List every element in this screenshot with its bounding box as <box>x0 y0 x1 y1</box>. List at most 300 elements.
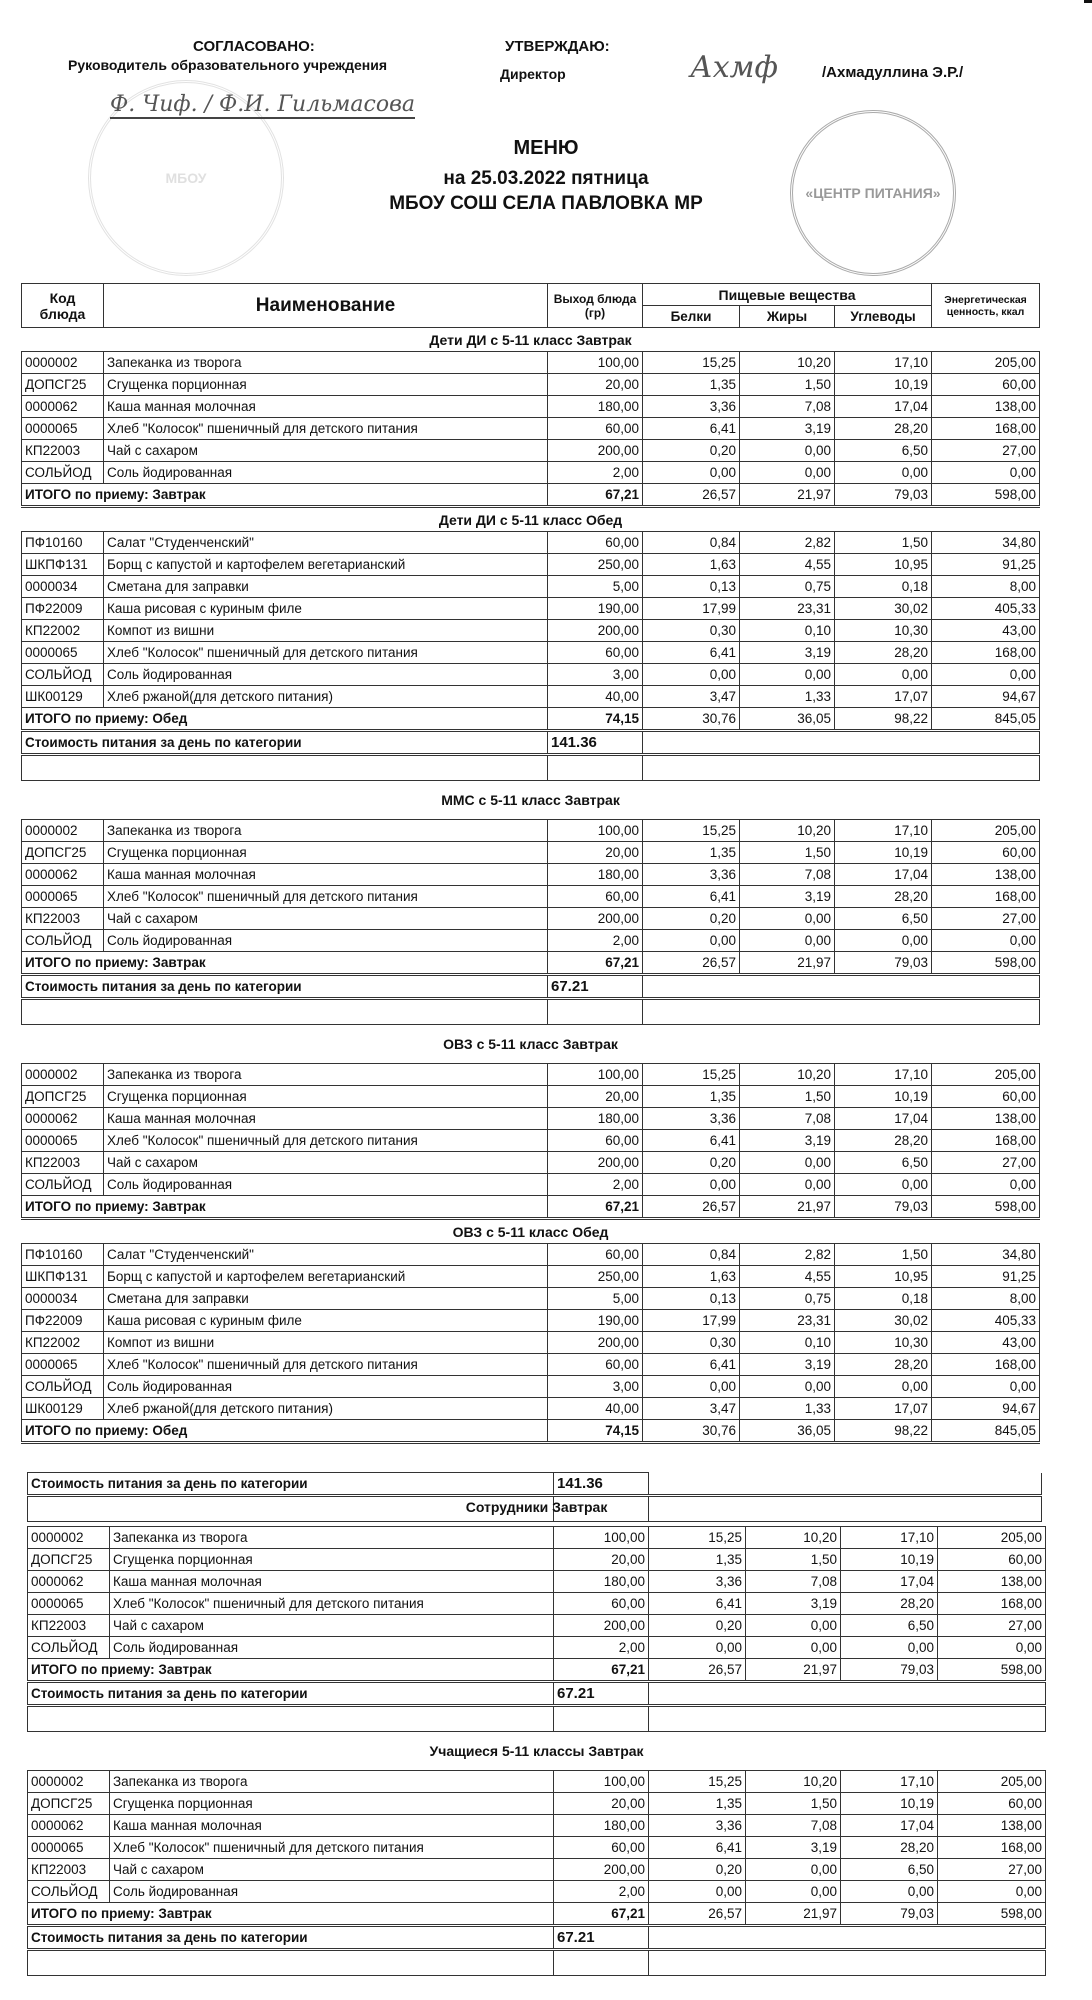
menu-item-row <box>28 1527 1046 1549</box>
dish-energy: 27,00 <box>932 908 1040 930</box>
dish-protein: 1,35 <box>649 1793 746 1815</box>
total-output: 74,15 <box>548 1420 643 1443</box>
dish-protein: 15,25 <box>643 1064 740 1086</box>
dish-protein: 0,13 <box>643 576 740 598</box>
dish-energy: 34,80 <box>932 532 1040 554</box>
dish-energy: 0,00 <box>932 930 1040 952</box>
dish-carbs: 6,50 <box>841 1859 938 1881</box>
dish-name: Соль йодированная <box>104 1174 548 1196</box>
total-protein: 26,57 <box>643 1196 740 1219</box>
dish-protein: 0,00 <box>643 930 740 952</box>
menu-item-row <box>22 598 1040 620</box>
cost-label: Стоимость питания за день по категории <box>28 1926 554 1950</box>
dish-fat: 1,33 <box>740 686 835 708</box>
dish-protein: 0,20 <box>643 908 740 930</box>
dish-fat: 0,75 <box>740 1288 835 1310</box>
dish-protein: 3,47 <box>643 686 740 708</box>
dish-output: 60,00 <box>548 642 643 664</box>
dish-protein: 1,35 <box>643 842 740 864</box>
dish-protein: 17,99 <box>643 598 740 620</box>
dish-energy: 205,00 <box>938 1527 1046 1549</box>
dish-energy: 0,00 <box>938 1881 1046 1903</box>
dish-output: 20,00 <box>548 1086 643 1108</box>
dish-output: 60,00 <box>554 1593 649 1615</box>
total-carbs: 79,03 <box>835 484 932 507</box>
dish-fat: 0,00 <box>740 664 835 686</box>
section-title <box>22 328 1040 352</box>
total-row <box>22 1420 1040 1443</box>
dish-carbs: 28,20 <box>835 418 932 440</box>
dish-name: Каша манная молочная <box>104 864 548 886</box>
blank-cell <box>22 755 548 781</box>
dish-name: Хлеб "Колосок" пшеничный для детского питания <box>104 642 548 664</box>
dish-energy: 0,00 <box>932 1376 1040 1398</box>
menu-item-row <box>22 1310 1040 1332</box>
dish-code: ДОПСГ25 <box>22 1086 104 1108</box>
dish-name: Каша манная молочная <box>104 1108 548 1130</box>
dish-protein: 0,00 <box>643 1376 740 1398</box>
dish-energy: 8,00 <box>932 1288 1040 1310</box>
dish-output: 180,00 <box>554 1815 649 1837</box>
dish-output: 250,00 <box>548 1266 643 1288</box>
dish-output: 60,00 <box>548 532 643 554</box>
cost-label: Стоимость питания за день по категории <box>22 731 548 755</box>
dish-name: Запеканка из творога <box>104 1064 548 1086</box>
dish-energy: 168,00 <box>932 886 1040 908</box>
dish-output: 60,00 <box>548 1244 643 1266</box>
menu-item-row <box>28 1837 1046 1859</box>
approve-role: Директор <box>500 66 566 82</box>
total-energy: 845,05 <box>932 1420 1040 1443</box>
dish-code: 0000034 <box>22 576 104 598</box>
menu-item-row <box>22 1244 1040 1266</box>
section-title <box>28 1732 1046 1771</box>
dish-protein: 0,20 <box>643 440 740 462</box>
total-energy: 598,00 <box>932 1196 1040 1219</box>
dish-name: Чай с сахаром <box>104 908 548 930</box>
total-output: 74,15 <box>548 708 643 731</box>
dish-carbs: 0,00 <box>841 1881 938 1903</box>
col-carbs: Углеводы <box>835 306 932 328</box>
dish-output: 60,00 <box>548 886 643 908</box>
dish-fat: 7,08 <box>740 396 835 418</box>
dish-code: 0000034 <box>22 1288 104 1310</box>
dish-carbs: 30,02 <box>835 1310 932 1332</box>
col-energy: Энергетическая ценность, ккал <box>932 284 1040 328</box>
dish-energy: 0,00 <box>932 462 1040 484</box>
dish-code: ДОПСГ25 <box>22 842 104 864</box>
dish-fat: 0,00 <box>740 930 835 952</box>
dish-code: 0000065 <box>22 1354 104 1376</box>
dish-name: Соль йодированная <box>110 1881 554 1903</box>
section-title-text: ММС с 5-11 класс Завтрак <box>441 792 620 808</box>
dish-carbs: 10,19 <box>835 374 932 396</box>
menu-item-row <box>22 1354 1040 1376</box>
menu-item-row <box>22 1376 1040 1398</box>
menu-item-row <box>22 1266 1040 1288</box>
dish-code: 0000065 <box>22 642 104 664</box>
dish-name: Соль йодированная <box>104 462 548 484</box>
menu-item-row <box>28 1571 1046 1593</box>
dish-protein: 3,36 <box>649 1815 746 1837</box>
dish-fat: 7,08 <box>746 1815 841 1837</box>
dish-code: 0000002 <box>22 352 104 374</box>
dish-protein: 1,35 <box>649 1549 746 1571</box>
col-nutrients: Пищевые вещества <box>643 284 932 306</box>
dish-name: Сгущенка порционная <box>110 1793 554 1815</box>
dish-protein: 0,30 <box>643 1332 740 1354</box>
dish-output: 60,00 <box>548 1354 643 1376</box>
dish-fat: 0,00 <box>740 908 835 930</box>
menu-item-row <box>28 1593 1046 1615</box>
dish-protein: 0,00 <box>643 462 740 484</box>
total-output: 67,21 <box>548 952 643 975</box>
cost-value: 67.21 <box>548 975 643 999</box>
total-row <box>22 484 1040 507</box>
dish-output: 200,00 <box>548 1332 643 1354</box>
dish-carbs: 10,19 <box>835 842 932 864</box>
total-row <box>22 1196 1040 1219</box>
dish-energy: 27,00 <box>938 1615 1046 1637</box>
dish-fat: 2,82 <box>740 532 835 554</box>
dish-protein: 3,36 <box>643 1108 740 1130</box>
dish-energy: 168,00 <box>938 1593 1046 1615</box>
dish-carbs: 17,04 <box>835 864 932 886</box>
dish-fat: 10,20 <box>746 1527 841 1549</box>
dish-code: КП22003 <box>22 1152 104 1174</box>
dish-output: 2,00 <box>554 1881 649 1903</box>
total-carbs: 79,03 <box>835 1196 932 1219</box>
dish-carbs: 10,95 <box>835 554 932 576</box>
blank-row <box>22 999 1040 1025</box>
dish-carbs: 1,50 <box>835 1244 932 1266</box>
dish-code: 0000065 <box>28 1593 110 1615</box>
dish-fat: 10,20 <box>740 352 835 374</box>
dish-carbs: 28,20 <box>841 1837 938 1859</box>
dish-name: Хлеб ржаной(для детского питания) <box>104 1398 548 1420</box>
dish-fat: 0,00 <box>746 1615 841 1637</box>
dish-code: 0000002 <box>28 1527 110 1549</box>
dish-protein: 3,36 <box>643 396 740 418</box>
col-output: Выход блюда (гр) <box>548 284 643 328</box>
blank-cell <box>28 1706 554 1732</box>
total-fat: 21,97 <box>740 1196 835 1219</box>
dish-output: 180,00 <box>548 396 643 418</box>
blank-cell <box>554 1950 649 1976</box>
dish-output: 200,00 <box>554 1615 649 1637</box>
dish-code: СОЛЬЙОД <box>22 1174 104 1196</box>
dish-energy: 43,00 <box>932 620 1040 642</box>
dish-fat: 0,00 <box>746 1637 841 1659</box>
dish-protein: 0,30 <box>643 620 740 642</box>
dish-code: ШК00129 <box>22 1398 104 1420</box>
menu-item-row <box>22 1152 1040 1174</box>
dish-energy: 94,67 <box>932 686 1040 708</box>
blank-cell <box>548 755 643 781</box>
dish-name: Чай с сахаром <box>110 1615 554 1637</box>
dish-energy: 0,00 <box>932 1174 1040 1196</box>
blank-cell <box>554 1706 649 1732</box>
dish-name: Хлеб "Колосок" пшеничный для детского питания <box>104 418 548 440</box>
dish-name: Чай с сахаром <box>104 1152 548 1174</box>
dish-code: 0000062 <box>28 1815 110 1837</box>
dish-carbs: 10,95 <box>835 1266 932 1288</box>
cost-row <box>28 1682 1046 1706</box>
page-edge-mark <box>1084 0 1092 23</box>
cost-empty <box>649 1926 1046 1950</box>
menu-item-row <box>28 1549 1046 1571</box>
dish-output: 5,00 <box>548 1288 643 1310</box>
dish-energy: 205,00 <box>932 820 1040 842</box>
dish-protein: 6,41 <box>649 1837 746 1859</box>
dish-name: Запеканка из творога <box>110 1771 554 1793</box>
dish-protein: 15,25 <box>643 820 740 842</box>
dish-protein: 1,63 <box>643 554 740 576</box>
dish-energy: 138,00 <box>938 1571 1046 1593</box>
dish-energy: 60,00 <box>938 1793 1046 1815</box>
cost-value: 141.36 <box>554 1473 649 1496</box>
dish-carbs: 17,07 <box>835 686 932 708</box>
dish-name: Сгущенка порционная <box>104 374 548 396</box>
menu-item-row <box>22 1332 1040 1354</box>
dish-fat: 0,00 <box>740 1174 835 1196</box>
dish-code: ПФ10160 <box>22 532 104 554</box>
dish-carbs: 17,10 <box>841 1771 938 1793</box>
dish-energy: 168,00 <box>932 1130 1040 1152</box>
blank-cell <box>649 1706 1046 1732</box>
menu-title: МЕНЮ <box>513 137 579 159</box>
menu-item-row <box>22 1288 1040 1310</box>
total-row <box>28 1659 1046 1682</box>
dish-energy: 8,00 <box>932 576 1040 598</box>
cost-row <box>28 1926 1046 1950</box>
dish-name: Запеканка из творога <box>104 820 548 842</box>
dish-name: Соль йодированная <box>104 664 548 686</box>
section-title-text: Дети ДИ с 5-11 класс Обед <box>438 511 623 528</box>
dish-protein: 17,99 <box>643 1310 740 1332</box>
dish-output: 200,00 <box>548 440 643 462</box>
dish-output: 40,00 <box>548 1398 643 1420</box>
dish-output: 250,00 <box>548 554 643 576</box>
dish-carbs: 0,00 <box>841 1637 938 1659</box>
school-name: МБОУ СОШ СЕЛА ПАВЛОВКА МР <box>389 193 703 214</box>
dish-fat: 0,00 <box>746 1881 841 1903</box>
menu-item-row <box>28 1881 1046 1903</box>
total-row <box>22 952 1040 975</box>
agreed-signature: Ф. Чиф. / Ф.И. Гильмасова <box>110 92 416 117</box>
menu-date: на 25.03.2022 пятница <box>443 168 649 189</box>
dish-name: Хлеб "Колосок" пшеничный для детского питания <box>104 1130 548 1152</box>
section-title-text: Сотрудники Завтрак <box>465 1499 608 1515</box>
menu-item-row <box>22 1130 1040 1152</box>
menu-item-row <box>22 1108 1040 1130</box>
dish-protein: 1,63 <box>643 1266 740 1288</box>
dish-name: Каша рисовая с куриным филе <box>104 598 548 620</box>
dish-name: Соль йодированная <box>110 1637 554 1659</box>
dish-carbs: 17,04 <box>841 1815 938 1837</box>
dish-name: Соль йодированная <box>104 1376 548 1398</box>
total-output: 67,21 <box>548 1196 643 1219</box>
dish-code: ДОПСГ25 <box>22 374 104 396</box>
dish-energy: 27,00 <box>938 1859 1046 1881</box>
menu-item-row <box>22 864 1040 886</box>
dish-fat: 3,19 <box>746 1593 841 1615</box>
dish-protein: 0,84 <box>643 532 740 554</box>
cost-label: Стоимость питания за день по категории <box>22 975 548 999</box>
dish-fat: 3,19 <box>740 1354 835 1376</box>
total-protein: 26,57 <box>643 484 740 507</box>
cost-empty <box>643 975 1040 999</box>
dish-energy: 168,00 <box>932 418 1040 440</box>
dish-protein: 0,20 <box>649 1859 746 1881</box>
dish-code: 0000002 <box>22 820 104 842</box>
dish-name: Каша манная молочная <box>104 396 548 418</box>
dish-carbs: 10,19 <box>835 1086 932 1108</box>
cost-row <box>22 975 1040 999</box>
dish-name: Сгущенка порционная <box>110 1549 554 1571</box>
dish-energy: 27,00 <box>932 440 1040 462</box>
dish-carbs: 0,00 <box>835 1174 932 1196</box>
dish-name: Хлеб "Колосок" пшеничный для детского питания <box>104 886 548 908</box>
dish-energy: 94,67 <box>932 1398 1040 1420</box>
dish-code: ШК00129 <box>22 686 104 708</box>
total-output: 67,21 <box>554 1659 649 1682</box>
approve-label: УТВЕРЖДАЮ: <box>505 38 610 55</box>
dish-output: 20,00 <box>554 1793 649 1815</box>
dish-output: 60,00 <box>548 1130 643 1152</box>
menu-table <box>21 283 1040 1444</box>
dish-fat: 1,50 <box>746 1549 841 1571</box>
dish-fat: 3,19 <box>740 642 835 664</box>
total-label: ИТОГО по приему: Завтрак <box>28 1903 554 1926</box>
dish-fat: 3,19 <box>746 1837 841 1859</box>
dish-code: КП22002 <box>22 620 104 642</box>
menu-item-row <box>22 820 1040 842</box>
menu-item-row <box>22 374 1040 396</box>
dish-energy: 43,00 <box>932 1332 1040 1354</box>
total-protein: 30,76 <box>643 708 740 731</box>
dish-protein: 15,25 <box>649 1527 746 1549</box>
dish-carbs: 17,10 <box>835 1064 932 1086</box>
dish-output: 3,00 <box>548 664 643 686</box>
dish-energy: 60,00 <box>938 1549 1046 1571</box>
dish-fat: 7,08 <box>746 1571 841 1593</box>
dish-protein: 0,20 <box>643 1152 740 1174</box>
dish-protein: 6,41 <box>643 886 740 908</box>
dish-fat: 0,00 <box>740 462 835 484</box>
dish-carbs: 6,50 <box>841 1615 938 1637</box>
menu-item-row <box>22 1064 1040 1086</box>
total-label: ИТОГО по приему: Завтрак <box>22 952 548 975</box>
blank-cell <box>28 1950 554 1976</box>
dish-output: 100,00 <box>548 352 643 374</box>
total-protein: 30,76 <box>643 1420 740 1443</box>
dish-fat: 1,50 <box>746 1793 841 1815</box>
dish-fat: 0,00 <box>740 440 835 462</box>
dish-code: КП22003 <box>28 1615 110 1637</box>
dish-carbs: 0,00 <box>835 930 932 952</box>
total-carbs: 98,22 <box>835 1420 932 1443</box>
dish-fat: 1,50 <box>740 1086 835 1108</box>
section-title-text: Дети ДИ с 5-11 класс Завтрак <box>429 331 632 348</box>
dish-protein: 1,35 <box>643 374 740 396</box>
cost-row <box>22 731 1040 755</box>
dish-fat: 4,55 <box>740 554 835 576</box>
total-fat: 36,05 <box>740 1420 835 1443</box>
dish-fat: 0,00 <box>746 1859 841 1881</box>
dish-output: 200,00 <box>548 1152 643 1174</box>
dish-fat: 0,10 <box>740 1332 835 1354</box>
dish-carbs: 17,04 <box>835 396 932 418</box>
dish-output: 190,00 <box>548 598 643 620</box>
total-fat: 21,97 <box>740 484 835 507</box>
dish-code: 0000002 <box>28 1771 110 1793</box>
dish-carbs: 0,18 <box>835 576 932 598</box>
total-row <box>28 1903 1046 1926</box>
dish-output: 20,00 <box>554 1549 649 1571</box>
section-title <box>22 1219 1040 1244</box>
total-energy: 598,00 <box>932 484 1040 507</box>
dish-carbs: 17,10 <box>835 820 932 842</box>
menu-item-row <box>22 664 1040 686</box>
menu-item-row <box>28 1859 1046 1881</box>
dish-output: 2,00 <box>554 1637 649 1659</box>
dish-code: ДОПСГ25 <box>28 1793 110 1815</box>
dish-energy: 168,00 <box>932 1354 1040 1376</box>
menu-item-row <box>22 554 1040 576</box>
dish-name: Компот из вишни <box>104 1332 548 1354</box>
total-output: 67,21 <box>548 484 643 507</box>
section-title-text: Учащиеся 5-11 классы Завтрак <box>429 1743 644 1759</box>
dish-fat: 23,31 <box>740 598 835 620</box>
agreed-role: Руководитель образовательного учреждения <box>68 57 388 73</box>
dish-output: 100,00 <box>554 1771 649 1793</box>
dish-fat: 10,20 <box>746 1771 841 1793</box>
dish-output: 180,00 <box>548 864 643 886</box>
blank-row <box>22 755 1040 781</box>
dish-energy: 60,00 <box>932 842 1040 864</box>
dish-code: 0000062 <box>22 1108 104 1130</box>
menu-item-row <box>22 418 1040 440</box>
approve-signature: Ахмф <box>690 50 778 85</box>
dish-output: 100,00 <box>548 820 643 842</box>
dish-energy: 205,00 <box>938 1771 1046 1793</box>
dish-name: Хлеб "Колосок" пшеничный для детского питания <box>110 1837 554 1859</box>
dish-fat: 7,08 <box>740 1108 835 1130</box>
dish-fat: 10,20 <box>740 820 835 842</box>
total-protein: 26,57 <box>649 1903 746 1926</box>
blank-row <box>28 1706 1046 1732</box>
dish-code: ПФ22009 <box>22 598 104 620</box>
dish-energy: 91,25 <box>932 1266 1040 1288</box>
menu-item-row <box>22 1174 1040 1196</box>
menu-item-row <box>22 1398 1040 1420</box>
dish-code: СОЛЬЙОД <box>28 1881 110 1903</box>
dish-protein: 3,36 <box>643 864 740 886</box>
section-title <box>28 1488 1046 1527</box>
dish-fat: 7,08 <box>740 864 835 886</box>
dish-carbs: 28,20 <box>835 1130 932 1152</box>
section-title-text: ОВЗ с 5-11 класс Обед <box>452 1223 609 1240</box>
dish-carbs: 17,04 <box>841 1571 938 1593</box>
menu-item-row <box>22 930 1040 952</box>
cost-label: Стоимость питания за день по категории <box>28 1682 554 1706</box>
dish-output: 200,00 <box>548 908 643 930</box>
dish-protein: 0,20 <box>649 1615 746 1637</box>
dish-output: 60,00 <box>548 418 643 440</box>
dish-protein: 0,00 <box>643 664 740 686</box>
dish-fat: 0,00 <box>740 1152 835 1174</box>
